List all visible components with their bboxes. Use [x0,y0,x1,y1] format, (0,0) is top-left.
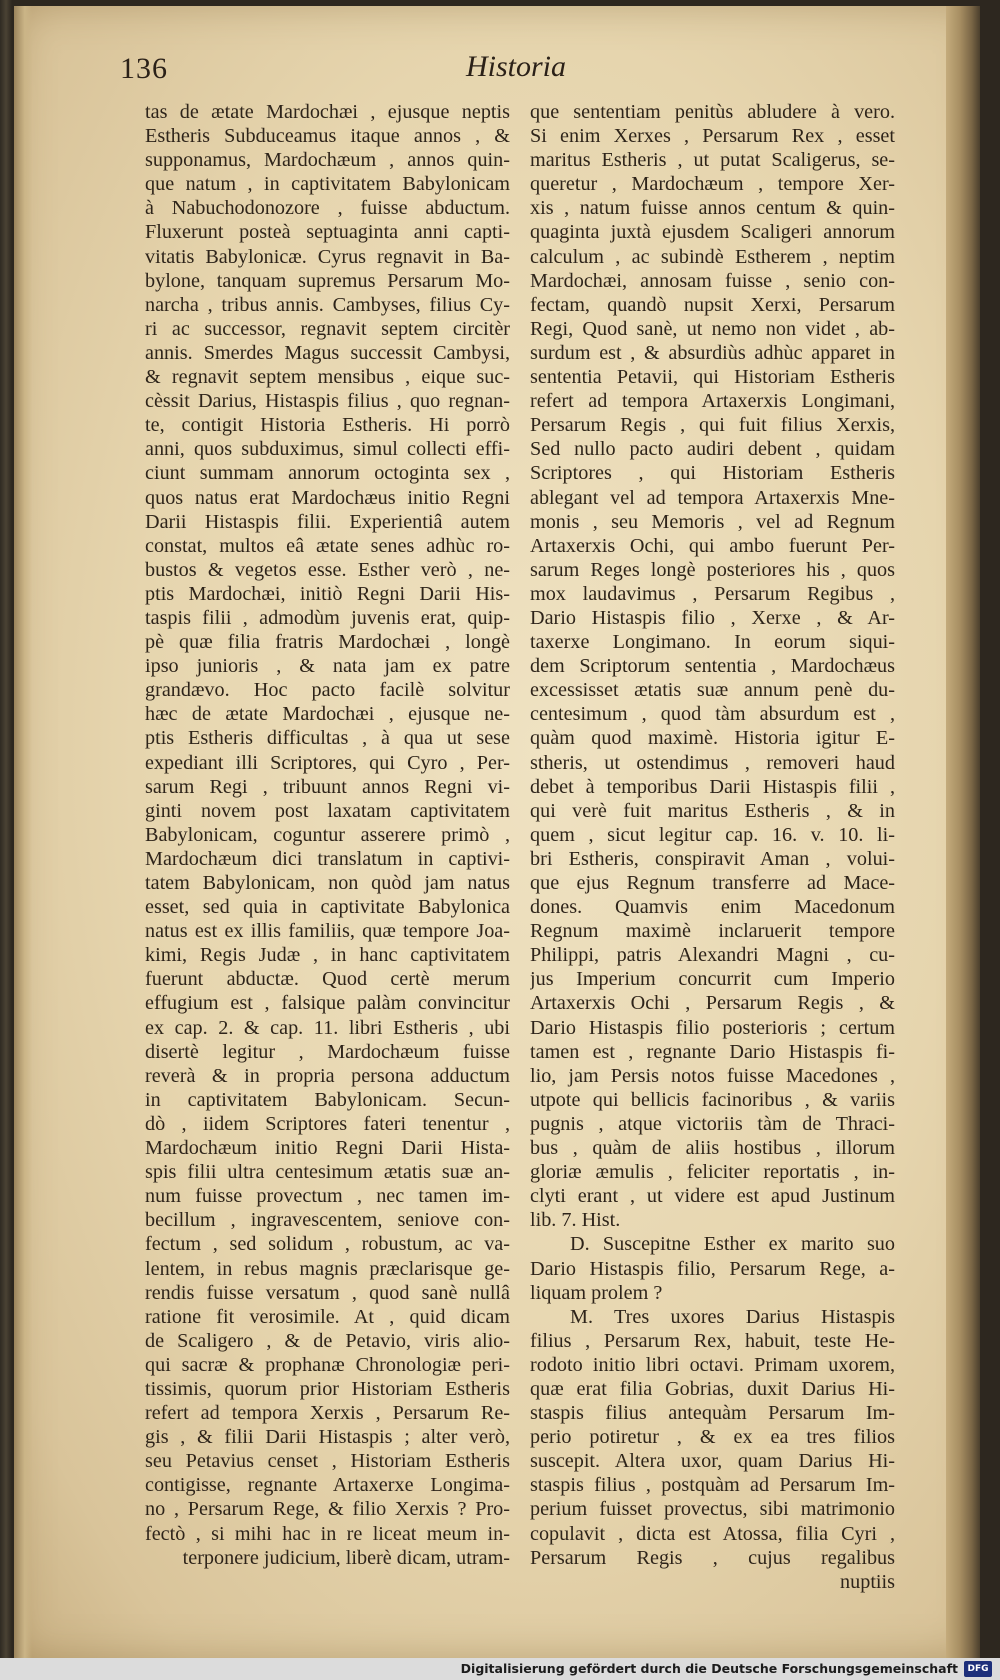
text-line: vitatis Babylonicæ. Cyrus regnavit in Ba- [145,245,510,268]
text-line: ratione fit verosimile. At , quid dicam [145,1305,510,1328]
text-line: taxerxe Longimano. In eorum siqui- [530,631,895,654]
text-line: taspis filii , admodùm juvenis erat, quip- [145,606,510,629]
text-line: M. Tres uxores Darius Histaspis [570,1305,895,1328]
text-line: clyti erant , ut videre est apud Justinum [530,1185,895,1208]
text-line: queretur , Mardochæum , tempore Xer- [530,173,895,196]
text-line: tissimis, quorum prior Historiam Estheris [145,1377,510,1400]
text-line: in captivitatem Babylonicam. Secun- [145,1088,510,1111]
text-line: perium fuisset provectus, sibi matrimonio [530,1498,895,1521]
right-text-column [530,100,895,1594]
page-number: 136 [120,52,168,85]
text-line: Sed nullo pacto audiri debent , quidam [530,438,895,461]
text-line: de Scaligero , & de Petavio, viris alio- [145,1329,510,1352]
text-line: liquam prolem ? [530,1281,663,1304]
text-line: maritus Estheris , ut putat Scaligerus, se- [530,149,895,172]
text-line: quàm quod maximè. Historia igitur E- [530,727,895,750]
left-text-column [145,100,510,1570]
text-line: num fuisse provectum , nec tamen im- [145,1185,510,1208]
text-line: Mardochæum dici translatum in captivi- [145,847,510,870]
text-line: sarum Regi , tribuunt annos Regni vi- [145,775,510,798]
text-line: disertè legitur , Mardochæum fuisse [145,1040,510,1063]
text-line: jus Imperium concurrit cum Imperio [530,968,895,991]
running-head: Historia [466,50,567,83]
text-line: fuerunt abductæ. Quod certè merum [145,968,510,991]
text-line: constat, multos eâ ætate senes adhùc ro- [145,534,510,557]
text-line: gloriæ æmulis , feliciter reportatis , in- [530,1161,895,1184]
text-line: seu Petavius censet , Historiam Estheris [145,1450,510,1473]
text-line: Babylonicam, coguntur asserere primò , [145,823,510,846]
text-line: bustos & vegetos esse. Esther verò , ne- [145,558,510,581]
text-line: quem , sicut legitur cap. 16. v. 10. li- [530,823,895,846]
text-line: ptis Mardochæi, initiò Regni Darii His- [145,582,510,605]
text-line: que sententiam penitùs abludere à vero. [530,101,895,123]
text-line: fectum , sed solidum , robustum, ac va- [145,1233,510,1256]
text-line: Scriptores , qui Historiam Estheris [530,462,895,485]
text-line: quæ erat filia Gobrias, duxit Darius Hi- [530,1377,895,1400]
text-line: calculum , ac subindè Estherem , neptim [530,245,895,268]
text-line: natus est ex illis familiis, quæ tempore Joa- [145,920,510,943]
text-line: terponere judicium, liberè dicam, utram- [182,1546,510,1569]
text-line: refert ad tempora Xerxis , Persarum Re- [145,1402,510,1425]
text-line: hæc de ætate Mardochæi , ejusque ne- [145,703,510,726]
text-line: refert ad tempora Artaxerxis Longimani, [530,390,895,413]
text-line: Regnum maximè inclaruerit tempore [530,920,895,943]
text-line: lio, jam Persis notos fuisse Macedones , [530,1064,895,1087]
text-line: pugnis , atque victoriis tàm de Thraci- [530,1112,895,1135]
footer-credit: Digitalisierung gefördert durch die Deutsche Forschungsgemeinschaft [460,1661,958,1676]
text-line: ptis Estheris difficultas , à qua ut sese [145,727,510,750]
text-line: dò , iidem Scriptores fateri tenentur , [145,1112,510,1135]
text-line: lentem, in rebus magnis præclarisque ge- [145,1257,510,1280]
text-line: que natum , in captivitatem Babylonicam [145,173,510,196]
text-line: Artaxerxis Ochi, qui ambo fuerunt Per- [530,534,895,557]
text-line: rendis fuisse versatum , quod sanè nullâ [145,1281,510,1304]
text-line: expediant illi Scriptores, qui Cyro , Per- [145,751,510,774]
text-line: ri ac successor, regnavit septem circitèr [145,317,510,340]
text-line: que ejus Regnum transferre ad Mace- [530,872,895,894]
text-line: debet à temporibus Darii Histaspis filii , [530,775,895,798]
text-line: pè quæ filia fratris Mardochæi , longè [145,631,510,654]
text-line: tamen est , regnante Dario Histaspis fi- [530,1040,895,1063]
page-edge [946,6,980,1658]
text-line: no , Persarum Rege, & filio Xerxis ? Pro- [145,1498,510,1521]
text-line: utpote qui bellicis facinoribus , & variis [530,1088,895,1111]
page-gutter [14,6,32,1658]
text-line: stheris, ut ostendimus , removeri haud [530,751,895,774]
text-line: effugium est , falsique palàm convincitur [145,992,510,1015]
text-line: staspis filius antequàm Persarum Im- [530,1402,895,1425]
text-line: lib. 7. Hist. [530,1209,621,1232]
text-line: staspis filius , postquàm ad Persarum Im- [530,1474,895,1497]
text-line: Philippi, patris Alexandri Magni , cu- [530,944,895,967]
text-line: quaginta juxtà ejusdem Scaligeri annorum [530,221,895,244]
text-line: suscepit. Altera uxor, quam Darius Hi- [530,1450,895,1473]
text-line: D. Suscepitne Esther ex marito suo [570,1233,895,1256]
text-line: te, contigit Historia Estheris. Hi porrò [145,414,510,437]
text-line: & regnavit septem mensibus , eique suc- [145,366,510,389]
dfg-logo: DFG [964,1661,992,1677]
text-line: Dario Histaspis filio posterioris ; certum [530,1016,895,1039]
text-line: Persarum Regis , cujus regalibus [530,1546,895,1569]
text-line: Estheris Subduceamus itaque annos , & [145,125,510,148]
text-line: bus , quàm de aliis hostibus , illorum [530,1137,895,1160]
text-line: sarum Reges longè posteriores his , quos [530,558,895,581]
text-line: ciunt summam annorum octoginta sex , [145,462,510,485]
text-line: ex cap. 2. & cap. 11. libri Estheris , ubi [145,1016,510,1039]
text-line: Mardochæum initio Regni Darii Hista- [145,1137,510,1160]
text-line: Dario Histaspis filio, Persarum Rege, a- [530,1257,895,1280]
text-line: dones. Quamvis enim Macedonum [530,896,895,919]
text-line: sententia Petavii, qui Historiam Estheris [530,366,895,389]
text-line: dem Scriptorum sententia , Mardochæus [530,655,895,678]
text-line: mox laudavimus , Persarum Regibus , [530,582,895,605]
text-line: bri Estheris, conspiravit Aman , volui- [530,847,895,870]
text-line: Si enim Xerxes , Persarum Rex , esset [530,125,895,148]
text-line: filius , Persarum Rex, habuit, teste He- [530,1329,895,1352]
text-line: perio potiretur , & ex ea tres filios [530,1426,895,1449]
text-line: Dario Histaspis filio , Xerxe , & Ar- [530,606,895,629]
text-line: qui verè fuit maritus Estheris , & in [530,799,895,822]
text-line: Persarum Regis , qui fuit filius Xerxis, [530,414,895,437]
text-line: nuptiis [840,1570,895,1593]
text-line: excessisset ætatis suæ annum penè du- [530,679,895,702]
text-line: cèssit Darius, Histaspis filius , quo regnan- [145,390,510,413]
text-line: gis , & filii Darii Histaspis ; alter verò, [145,1426,510,1449]
text-line: becillum , ingravescentem, seniove con- [145,1209,510,1232]
text-line: Fluxerunt posteà septuaginta anni capti- [145,221,510,244]
text-line: Regi, Quod sanè, ut nemo non videt , ab- [530,317,895,340]
text-line: supponamus, Mardochæum , annos quin- [145,149,510,172]
text-line: Artaxerxis Ochi , Persarum Regis , & [530,992,895,1015]
text-line: à Nabuchodonozore , fuisse abductum. [145,197,510,220]
text-line: bylone, tanquam supremus Persarum Mo- [145,269,510,292]
text-line: fectam, quandò nupsit Xerxi, Persarum [530,293,895,316]
text-line: ipso junioris , & nata jam ex patre [145,655,510,678]
text-line: xis , natum fuisse annos centum & quin- [530,197,895,220]
text-line: copulavit , dicta est Atossa, filia Cyri , [530,1522,895,1545]
text-line: tas de ætate Mardochæi , ejusque neptis [145,101,510,123]
text-line: ginti novem post laxatam captivitatem [145,799,510,822]
text-line: rodoto initio libri octavi. Primam uxorem, [530,1353,895,1376]
text-line: tatem Babylonicam, non quòd jam natus [145,872,510,894]
text-line: Darii Histaspis filii. Experientiâ autem [145,510,510,533]
text-line: fectò , si mihi hac in re liceat meum in- [145,1522,510,1545]
text-line: esset, sed quia in captivitate Babylonica [145,896,510,919]
text-line: spis filii ultra centesimum ætatis suæ an- [145,1161,510,1184]
text-line: contigisse, regnante Artaxerxe Longima- [145,1474,510,1497]
text-line: centesimum , quod tàm absurdum est , [530,703,895,726]
text-line: surdum est , & absurdiùs adhùc apparet in [530,341,895,364]
text-line: annis. Smerdes Magus successit Cambysi, [145,341,510,364]
text-line: Mardochæi, annosam fuisse , senio con- [530,269,895,292]
text-line: narcha , tribus annis. Cambyses, filius Cy- [145,293,510,316]
text-line: monis , seu Memoris , vel ad Regnum [530,510,895,533]
text-line: grandævo. Hoc pacto facilè solvitur [145,679,510,702]
text-line: qui sacræ & prophanæ Chronologiæ peri- [145,1353,510,1376]
text-line: reverà & in propria persona adductum [145,1064,510,1087]
text-line: anni, quos subduximus, simul collecti effi- [145,438,510,461]
digitization-footer [0,1658,1000,1680]
text-line: quos natus erat Mardochæus initio Regni [145,486,510,509]
text-line: ablegant vel ad tempora Artaxerxis Mne- [530,486,895,509]
text-line: kimi, Regis Judæ , in hanc captivitatem [145,944,510,967]
